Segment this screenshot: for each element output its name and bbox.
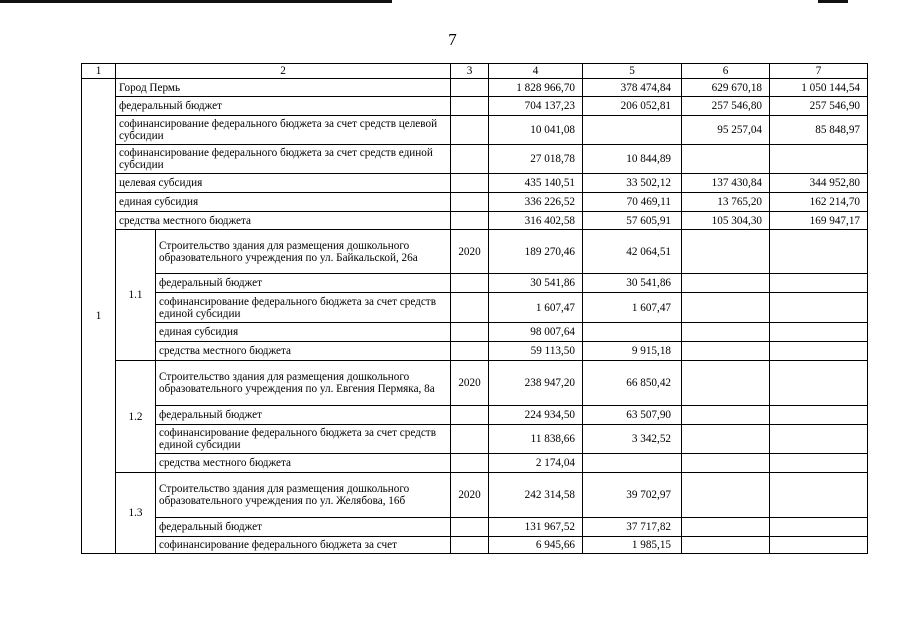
col-5-value: 206 052,81	[583, 97, 682, 116]
subsection-row	[82, 323, 868, 342]
col-4-value: 316 402,58	[489, 212, 583, 230]
city-row	[82, 212, 868, 230]
header-col-4: 4	[489, 64, 583, 79]
year-cell	[451, 97, 489, 116]
page-number: 7	[448, 30, 457, 49]
year-cell	[451, 342, 489, 361]
col-7-value	[770, 293, 868, 323]
col-7-value	[770, 425, 868, 454]
city-row	[82, 174, 868, 193]
col-6-value	[682, 230, 770, 274]
col-6-value	[682, 454, 770, 473]
col-7-value: 162 214,70	[770, 193, 868, 212]
col-4-value: 27 018,78	[489, 145, 583, 174]
col-6-value: 629 670,18	[682, 79, 770, 97]
col-5-value	[583, 454, 682, 473]
year-cell	[451, 425, 489, 454]
subsection-row-label: средства местного бюджета	[156, 342, 451, 361]
col-6-value	[682, 323, 770, 342]
subsection-year: 2020	[451, 473, 489, 518]
col-5-value: 57 605,91	[583, 212, 682, 230]
col-7-value	[770, 406, 868, 425]
header-col-6: 6	[682, 64, 770, 79]
col-5-value: 3 342,52	[583, 425, 682, 454]
col-4-value: 1 828 966,70	[489, 79, 583, 97]
subsection-row	[82, 274, 868, 293]
section-number: 1	[82, 79, 116, 554]
city-row	[82, 116, 868, 145]
subsection-row	[82, 342, 868, 361]
city-row-label: единая субсидия	[116, 193, 451, 212]
col-5-value: 70 469,11	[583, 193, 682, 212]
col-7-value	[770, 145, 868, 174]
col-6-value: 257 546,80	[682, 97, 770, 116]
col-6-value	[682, 406, 770, 425]
subsection-row-label: единая субсидия	[156, 323, 451, 342]
subsection-title: Строительство здания для размещения дошкольного образовательного учреждения по ул. Байкальской, 26а	[156, 230, 451, 274]
col-5-value	[583, 116, 682, 145]
subsection-title: Строительство здания для размещения дошкольного образовательного учреждения по ул. Евгения Пермяка, 8а	[156, 361, 451, 406]
year-cell	[451, 79, 489, 97]
subsection-row	[82, 454, 868, 473]
col-4-value: 704 137,23	[489, 97, 583, 116]
col-5-value: 66 850,42	[583, 361, 682, 406]
city-row-label: федеральный бюджет	[116, 97, 451, 116]
col-6-value	[682, 274, 770, 293]
header-col-1: 1	[82, 64, 116, 79]
col-7-value	[770, 454, 868, 473]
col-7-value	[770, 537, 868, 554]
col-7-value: 344 952,80	[770, 174, 868, 193]
subsection-row	[82, 425, 868, 454]
subsection-year: 2020	[451, 361, 489, 406]
subsection-title-row	[82, 230, 868, 274]
col-5-value: 1 985,15	[583, 537, 682, 554]
col-7-value	[770, 361, 868, 406]
city-row-label: софинансирование федерального бюджета за счет средств единой субсидии	[116, 145, 451, 174]
scan-edge-right	[818, 0, 848, 3]
col-6-value	[682, 145, 770, 174]
col-4-value: 1 607,47	[489, 293, 583, 323]
col-7-value	[770, 473, 868, 518]
year-cell	[451, 212, 489, 230]
col-5-value: 10 844,89	[583, 145, 682, 174]
col-6-value	[682, 425, 770, 454]
col-6-value: 137 430,84	[682, 174, 770, 193]
subsection-row-label: софинансирование федерального бюджета за счет	[156, 537, 451, 554]
year-cell	[451, 274, 489, 293]
col-6-value	[682, 473, 770, 518]
subsection-row-label: софинансирование федерального бюджета за счет средств единой субсидии	[156, 293, 451, 323]
col-5-value: 30 541,86	[583, 274, 682, 293]
col-5-value: 1 607,47	[583, 293, 682, 323]
table-body	[82, 64, 868, 554]
subsection-row-label: средства местного бюджета	[156, 454, 451, 473]
subsection-row	[82, 406, 868, 425]
col-7-value	[770, 274, 868, 293]
city-row-label: софинансирование федерального бюджета за счет средств целевой субсидии	[116, 116, 451, 145]
header-col-7: 7	[770, 64, 868, 79]
subsection-row-label: федеральный бюджет	[156, 274, 451, 293]
col-5-value: 33 502,12	[583, 174, 682, 193]
subsection-number: 1.1	[116, 230, 156, 361]
subsection-number: 1.2	[116, 361, 156, 473]
col-5-value	[583, 323, 682, 342]
col-6-value	[682, 537, 770, 554]
header-col-2: 2	[116, 64, 451, 79]
col-7-value: 169 947,17	[770, 212, 868, 230]
col-6-value	[682, 342, 770, 361]
subsection-title-row	[82, 473, 868, 518]
col-5-value: 9 915,18	[583, 342, 682, 361]
col-4-value: 59 113,50	[489, 342, 583, 361]
col-4-value: 224 934,50	[489, 406, 583, 425]
city-row-label: средства местного бюджета	[116, 212, 451, 230]
year-cell	[451, 145, 489, 174]
subsection-title: Строительство здания для размещения дошкольного образовательного учреждения по ул. Желябова, 16б	[156, 473, 451, 518]
col-5-value: 42 064,51	[583, 230, 682, 274]
header-col-5: 5	[583, 64, 682, 79]
col-4-value: 189 270,46	[489, 230, 583, 274]
subsection-row-label: софинансирование федерального бюджета за счет средств единой субсидии	[156, 425, 451, 454]
city-row-label: целевая субсидия	[116, 174, 451, 193]
col-4-value: 6 945,66	[489, 537, 583, 554]
subsection-row-label: федеральный бюджет	[156, 518, 451, 537]
subsection-row-label: федеральный бюджет	[156, 406, 451, 425]
subsection-row	[82, 293, 868, 323]
year-cell	[451, 537, 489, 554]
city-row	[82, 145, 868, 174]
col-5-value: 37 717,82	[583, 518, 682, 537]
col-6-value: 13 765,20	[682, 193, 770, 212]
scan-edge-left	[0, 0, 392, 3]
subsection-row	[82, 518, 868, 537]
budget-table	[81, 63, 868, 554]
col-6-value: 95 257,04	[682, 116, 770, 145]
col-5-value: 378 474,84	[583, 79, 682, 97]
col-4-value: 2 174,04	[489, 454, 583, 473]
city-row	[82, 97, 868, 116]
col-7-value	[770, 518, 868, 537]
col-5-value: 63 507,90	[583, 406, 682, 425]
year-cell	[451, 174, 489, 193]
year-cell	[451, 116, 489, 145]
col-7-value: 85 848,97	[770, 116, 868, 145]
year-cell	[451, 518, 489, 537]
header-row	[82, 64, 868, 79]
col-7-value: 1 050 144,54	[770, 79, 868, 97]
col-4-value: 336 226,52	[489, 193, 583, 212]
col-6-value	[682, 361, 770, 406]
col-7-value	[770, 342, 868, 361]
year-cell	[451, 193, 489, 212]
col-4-value: 238 947,20	[489, 361, 583, 406]
col-6-value	[682, 518, 770, 537]
col-4-value: 242 314,58	[489, 473, 583, 518]
subsection-title-row	[82, 361, 868, 406]
subsection-number: 1.3	[116, 473, 156, 554]
col-4-value: 98 007,64	[489, 323, 583, 342]
col-6-value: 105 304,30	[682, 212, 770, 230]
year-cell	[451, 454, 489, 473]
year-cell	[451, 323, 489, 342]
col-7-value	[770, 323, 868, 342]
subsection-row	[82, 537, 868, 554]
col-7-value: 257 546,90	[770, 97, 868, 116]
col-4-value: 11 838,66	[489, 425, 583, 454]
header-col-3: 3	[451, 64, 489, 79]
col-4-value: 10 041,08	[489, 116, 583, 145]
city-row	[82, 193, 868, 212]
col-4-value: 435 140,51	[489, 174, 583, 193]
year-cell	[451, 406, 489, 425]
subsection-year: 2020	[451, 230, 489, 274]
year-cell	[451, 293, 489, 323]
col-6-value	[682, 293, 770, 323]
city-row	[82, 79, 868, 97]
col-4-value: 131 967,52	[489, 518, 583, 537]
city-row-label: Город Пермь	[116, 79, 451, 97]
col-5-value: 39 702,97	[583, 473, 682, 518]
col-4-value: 30 541,86	[489, 274, 583, 293]
col-7-value	[770, 230, 868, 274]
